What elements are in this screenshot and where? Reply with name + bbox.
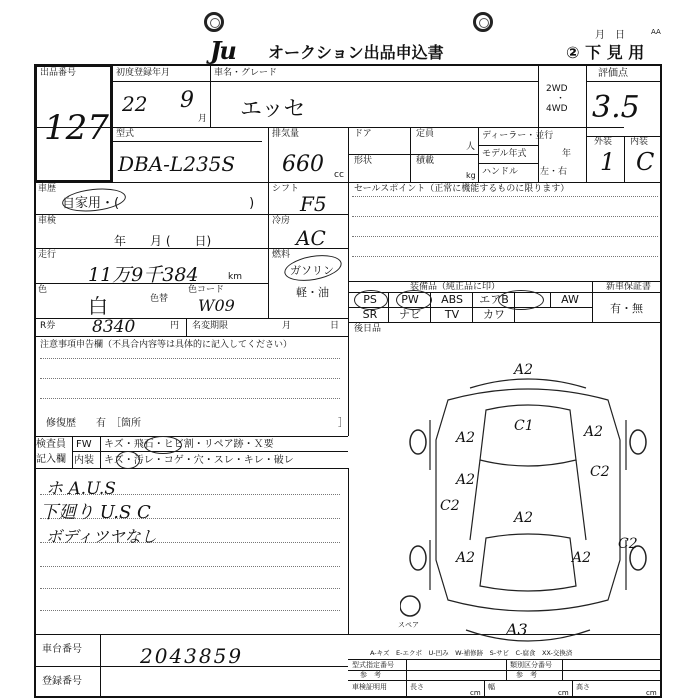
inspection-label: 車検 bbox=[38, 216, 57, 226]
displacement-value: 660 bbox=[282, 152, 324, 177]
aircon-label: 冷房 bbox=[272, 216, 291, 226]
inspector-label: 検査員 bbox=[36, 439, 66, 450]
equip-pw: PW bbox=[401, 293, 419, 306]
rating-value: 3.5 bbox=[592, 90, 640, 125]
height-label: 高さ bbox=[576, 683, 590, 691]
equip-airbag: エアB bbox=[479, 293, 509, 306]
equip-ps: PS bbox=[363, 293, 377, 306]
fw-text: キズ・飛石・ヒビ割・リペア跡・Ｘ要 bbox=[104, 439, 274, 450]
drive-sep: ・ bbox=[556, 94, 566, 104]
model-year-unit: 年 bbox=[562, 149, 572, 159]
reg-expiry-month: 月 bbox=[282, 321, 292, 331]
equip-navi: ナビ bbox=[399, 308, 421, 321]
color-label: 色 bbox=[38, 285, 48, 295]
damage-mark-a2-rl: A2 bbox=[456, 550, 476, 566]
width-label: 幅 bbox=[488, 683, 495, 691]
damage-mark-a2-mid: A2 bbox=[514, 510, 534, 526]
damage-mark-a2-top: A2 bbox=[514, 362, 534, 378]
first-reg-month: 9 bbox=[180, 88, 194, 113]
class-ref: 参 考 bbox=[516, 671, 537, 679]
note-line-1: ホ A.U.S bbox=[46, 479, 116, 499]
car-name-value: エッセ bbox=[240, 97, 306, 122]
damage-mark-a3: A3 bbox=[506, 620, 528, 639]
spare-label: スペア bbox=[398, 621, 419, 629]
usage-label: 車歴 bbox=[38, 184, 57, 194]
damage-mark-c1: C1 bbox=[514, 418, 534, 434]
reg-expiry-day: 日 bbox=[330, 321, 340, 331]
width-unit: cm bbox=[558, 689, 569, 697]
equipment-label: 装備品（純正品に印） bbox=[410, 282, 501, 292]
damage-mark-a2-rr: A2 bbox=[572, 550, 592, 566]
new-cert-label: 新車保証書 bbox=[606, 282, 652, 292]
equip-leather: カワ bbox=[483, 308, 505, 321]
damage-mark-a2-right: A2 bbox=[584, 424, 604, 440]
displacement-label: 排気量 bbox=[272, 129, 300, 139]
form-title: オークション出品申込書 bbox=[268, 43, 444, 62]
equip-tv: TV bbox=[444, 308, 460, 321]
shape-label: 形状 bbox=[354, 156, 373, 166]
type-ref: 参 考 bbox=[360, 671, 381, 679]
mileage-label: 走行 bbox=[38, 250, 57, 260]
int-label: 内装 bbox=[630, 137, 649, 147]
first-reg-year: 22 bbox=[122, 92, 148, 116]
length-unit: cm bbox=[470, 689, 481, 697]
damage-mark-c2-rear: C2 bbox=[618, 536, 638, 552]
shift-value: F5 bbox=[300, 192, 327, 216]
recycle-label: R券 bbox=[40, 321, 56, 331]
after-date-label: 後日品 bbox=[354, 324, 382, 334]
mileage-value: 11万9千384 bbox=[88, 264, 199, 286]
inspector-entry-label: 記入欄 bbox=[36, 454, 66, 465]
handle-value: 左・右 bbox=[540, 167, 568, 177]
length-label: 長さ bbox=[410, 683, 424, 691]
ext-label: 外装 bbox=[594, 137, 613, 147]
punch-hole-right bbox=[473, 12, 493, 32]
color-code-value: W09 bbox=[198, 296, 235, 315]
doors-label: ドア bbox=[354, 129, 372, 139]
car-cert-label: 車検証明用 bbox=[352, 683, 387, 691]
handle-label: ハンドル bbox=[482, 167, 519, 177]
displacement-unit: cc bbox=[334, 170, 344, 180]
load-label: 積載 bbox=[416, 156, 435, 166]
model-value: DBA-L235S bbox=[118, 152, 236, 176]
car-name-label: 車名・グレード bbox=[214, 68, 278, 78]
new-cert-value: 有・無 bbox=[610, 302, 643, 315]
ext-value: 1 bbox=[600, 148, 616, 176]
date-label: 月 日 bbox=[595, 30, 625, 41]
interior-text: キズ・汚レ・コゲ・穴・スレ・キレ・破レ bbox=[104, 455, 294, 466]
fuel-options: ガソリン bbox=[290, 264, 334, 277]
recycle-unit: 円 bbox=[170, 321, 180, 331]
model-label: 型式 bbox=[116, 129, 135, 139]
load-unit: kg bbox=[466, 171, 476, 180]
fuel-label: 燃料 bbox=[272, 250, 291, 260]
punch-hole-left bbox=[204, 12, 224, 32]
class-number-label: 類別区分番号 bbox=[510, 661, 552, 669]
drive-4wd: 4WD bbox=[546, 104, 568, 114]
repair-history-label: 修復歴 有 ［箇所 bbox=[46, 418, 141, 429]
first-reg-unit: 月 bbox=[198, 114, 208, 124]
damage-mark-a2-left: A2 bbox=[456, 430, 476, 446]
reg-number-label: 登録番号 bbox=[42, 676, 82, 687]
lot-number-label: 出品番号 bbox=[40, 68, 77, 78]
usage-value: 自家用・( ) bbox=[62, 196, 255, 211]
color-code-label: 色コード bbox=[188, 285, 225, 295]
height-unit: cm bbox=[646, 689, 657, 697]
capacity-label: 定員 bbox=[416, 129, 435, 139]
sales-point-label: セールスポイント（正常に機能するものに限ります） bbox=[354, 184, 570, 194]
lot-number-value: 127 bbox=[44, 108, 109, 148]
mileage-unit: km bbox=[228, 272, 242, 282]
fw-label: FW bbox=[76, 439, 92, 450]
inspection-value: 年 月 ( 日) bbox=[114, 234, 212, 248]
dealer-label: ディーラー・並行 bbox=[482, 131, 554, 141]
int-value: C bbox=[636, 148, 655, 176]
rating-label: 評価点 bbox=[598, 68, 628, 79]
capacity-unit: 人 bbox=[466, 142, 476, 152]
aircon-value: AC bbox=[296, 226, 326, 250]
equip-aw: AW bbox=[561, 293, 579, 306]
car-diagram bbox=[400, 360, 656, 650]
chassis-label: 車台番号 bbox=[42, 644, 82, 655]
note-line-2: 下廻り U.S C bbox=[40, 502, 151, 523]
notes-label: 注意事項申告欄（不具合内容等は具体的に記入してください） bbox=[40, 340, 293, 350]
note-line-3: ボディツヤなし bbox=[46, 527, 157, 546]
equip-abs: ABS bbox=[441, 293, 463, 306]
drive-2wd: 2WD bbox=[546, 84, 568, 94]
recycle-value: 8340 bbox=[92, 317, 136, 337]
color-change-label: 色替 bbox=[150, 294, 169, 304]
date-mark: AA bbox=[651, 28, 661, 36]
first-reg-label: 初度登録年月 bbox=[116, 68, 171, 78]
type-designation-label: 型式指定番号 bbox=[352, 661, 394, 669]
fuel-options-2: 軽・油 bbox=[296, 286, 329, 299]
damage-mark-a2-fl: A2 bbox=[456, 472, 476, 488]
shift-label: シフト bbox=[272, 184, 300, 194]
damage-mark-c2-l: C2 bbox=[440, 498, 460, 514]
reg-expiry-label: 名変期限 bbox=[192, 321, 229, 331]
equip-sr: SR bbox=[362, 308, 378, 321]
model-year-label: モデル年式 bbox=[482, 149, 527, 159]
interior-label: 内装 bbox=[74, 455, 94, 466]
ju-logo: Ju bbox=[210, 36, 235, 65]
damage-legend: A-キズ E-エクボ U-凹み W-補修跡 S-サビ C-腐食 XX-交換済 bbox=[370, 649, 573, 657]
damage-mark-c2-r: C2 bbox=[590, 464, 610, 480]
chassis-value: 2043859 bbox=[140, 644, 244, 668]
form-subtitle: ② 下 見 用 bbox=[566, 43, 645, 62]
color-value: 白 bbox=[88, 294, 108, 318]
repair-history-close: ］ bbox=[338, 418, 348, 429]
